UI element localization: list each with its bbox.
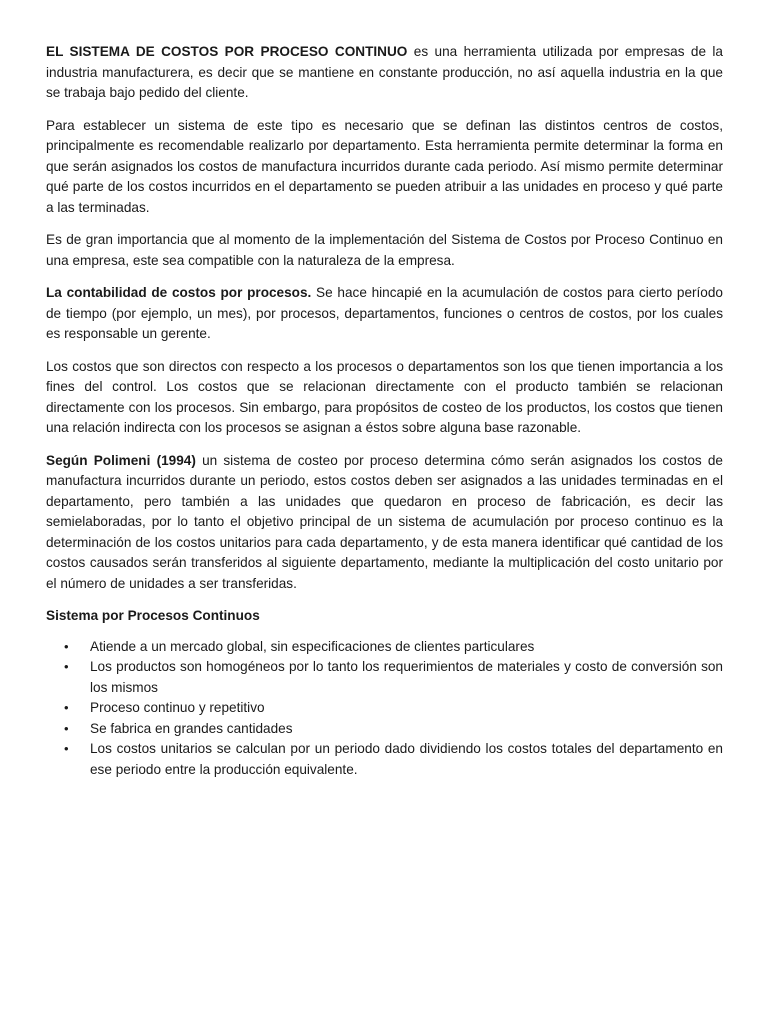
paragraph-intro [46,42,723,104]
paragraph-text: un sistema de costeo por proceso determina cómo serán asignados los costos de manufactura incurridos durante un periodo, estos costos deben ser asignados a las unidades terminadas en el departamento, pero también a las unidades que quedaron en proceso de fabricación, es decir las semielaboradas, por lo tanto el objetivo principal de un sistema de acumulación por proceso continuo es la determinación de los costos unitarios para cada departamento, y de esta manera identificar qué cantidad de los costos causados serán transferidos al siguiente departamento, mediante la multiplicación del costo unitario por el número de unidades a ser transferidas. [46,452,723,591]
list-item [46,657,723,698]
paragraph-importancia [46,230,723,271]
paragraph-centros-de-costos [46,116,723,219]
paragraph-text: Los costos que son directos con respecto a los procesos o departamentos son los que tienen importancia a los fines del control. Los costos que se relacionan directamente con el producto también se relacionan directamente con los procesos. Sin embargo, para propósitos de costeo de los productos, los costos que tienen una relación indirecta con los procesos se asignan a éstos sobre alguna base razonable. [46,358,723,435]
list-item-text: Se fabrica en grandes cantidades [90,720,293,736]
list-heading: Sistema por Procesos Continuos [46,608,260,623]
list-item [46,698,723,719]
list-item-text: Proceso continuo y repetitivo [90,700,265,715]
list-item [46,637,723,658]
paragraph-bold-lead: La contabilidad de costos por procesos. [46,285,312,300]
paragraph-text: Se hace hincapié en la acumulación de costos para cierto período de tiempo (por ejemplo, un mes), por procesos, departamentos, funciones o centros de costos, por los cuales es responsable un gerente. [46,285,723,341]
paragraph-contabilidad [46,283,723,345]
list-item-text: Los productos son homogéneos por lo tanto los requerimientos de materiales y costo de conversión son los mismos [90,659,723,695]
list-item [46,739,723,780]
list-item [46,719,723,740]
bullet-icon: • [64,741,69,756]
paragraph-polimeni [46,451,723,595]
paragraph-costos-directos [46,357,723,439]
bullet-list [46,637,723,781]
bullet-icon: • [64,638,69,654]
bullet-icon: • [64,720,69,736]
bullet-icon: • [64,659,69,674]
paragraph-bold-lead: Según Polimeni (1994) [46,452,196,468]
bullet-icon: • [64,700,69,715]
paragraph-bold-lead: EL SISTEMA DE COSTOS POR PROCESO CONTINUO [46,44,408,59]
paragraph-text: es una herramienta utilizada por empresas de la industria manufacturera, es decir que se mantiene en constante producción, no así aquella industria en la que se trabaja bajo pedido del cliente. [46,44,723,100]
list-item-text: Atiende a un mercado global, sin especificaciones de clientes particulares [90,638,535,654]
paragraph-text: Es de gran importancia que al momento de la implementación del Sistema de Costos por Proceso Continuo en una empresa, este sea compatible con la naturaleza de la empresa. [46,232,723,268]
paragraph-text: Para establecer un sistema de este tipo es necesario que se definan las distintos centros de costos, principalmente es recomendable realizarlo por departamento. Esta herramienta permite determinar la forma en que serán asignados los costos de manufactura incurridos durante cada periodo. Así mismo permite determinar qué parte de los costos incurridos en el departamento se pueden atribuir a las unidades en proceso y qué parte a las terminadas. [46,117,723,215]
list-item-text: Los costos unitarios se calculan por un periodo dado dividiendo los costos totales del departamento en ese periodo entre la producción equivalente. [90,741,723,777]
